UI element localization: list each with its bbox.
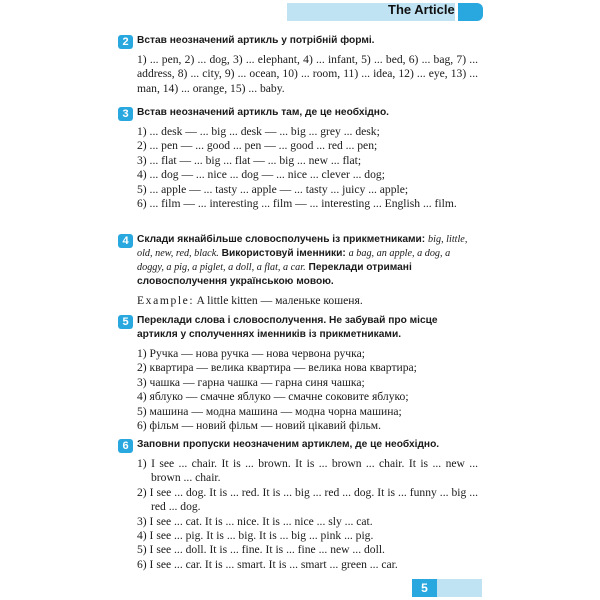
instruction-nouns: a bag, an apple, a dog, a doggy, a pig, a piglet, a doll, a flat, a car.: [137, 248, 451, 273]
list-item: 4) ... dog — ... nice ... dog — ... nice ... clever ... dog;: [137, 168, 385, 182]
exercise-body: [137, 125, 478, 211]
list-item: 2) ... pen — ... good ... pen — ... good ... red ... pen;: [137, 139, 378, 153]
exercise-number: 6: [118, 439, 133, 453]
list-item: 6) фільм — новий фільм — новий цікавий фільм.: [137, 419, 382, 433]
list-item: 3) чашка — гарна чашка — гарна синя чашка;: [137, 375, 365, 389]
page-title: The Article: [388, 2, 455, 17]
list-item: 5) ... apple — ... tasty ... apple — ... tasty ... juicy ... apple;: [137, 182, 409, 196]
exercise-number: 5: [118, 315, 133, 329]
exercise-instruction: Переклади слова і словосполучення. Не забувай про місце артикля у сполученнях іменників із прикметниками.: [137, 315, 438, 340]
list-item: 2) I see ... dog. It is ... red. It is ... big ... red ... dog. It is ... funny ... big ... red ... dog.: [137, 485, 478, 514]
exercise-body: [137, 457, 478, 572]
example-text: A little kitten — маленьке кошеня.: [196, 294, 363, 307]
list-item: 2) квартира — велика квартира — велика нова квартира;: [137, 361, 417, 375]
exercise-4: [118, 233, 478, 308]
exercise-instruction: Встав неозначений артикль там, де це необхідно.: [137, 107, 390, 118]
instruction-mid: Використовуй іменники:: [221, 248, 346, 259]
list-item: 3) ... flat — ... big ... flat — ... big ... new ... flat;: [137, 153, 362, 167]
exercise-instruction: Заповни пропуски неозначеним артиклем, де це необхідно.: [137, 439, 440, 450]
list-item: 4) яблуко — смачне яблуко — смачне соковите яблуко;: [137, 390, 409, 404]
list-item: 3) I see ... cat. It is ... nice. It is ... nice ... sly ... cat.: [137, 514, 373, 528]
exercise-2: [118, 34, 478, 96]
list-item: 4) I see ... pig. It is ... big. It is ... big ... pink ... pig.: [137, 529, 374, 543]
exercise-number: 4: [118, 234, 133, 248]
list-item: 1) Ручка — нова ручка — нова червона ручка;: [137, 347, 365, 360]
exercise-body: [137, 347, 478, 433]
exercise-5: [118, 314, 478, 433]
list-item: 6) ... film — ... interesting ... film — ... interesting ... English ... film.: [137, 197, 457, 211]
exercise-3: [118, 106, 478, 211]
instruction-tail: Переклади отримані словосполучення українською мовою.: [137, 262, 412, 287]
exercise-number: 3: [118, 107, 133, 121]
instruction-adjectives: big, little, old, new, red, black.: [137, 234, 468, 259]
exercise-number: 2: [118, 35, 133, 49]
exercise-6: [118, 438, 478, 572]
header-tab: [458, 3, 483, 21]
exercise-instruction: [137, 233, 478, 289]
list-item: 5) машина — модна машина — модна чорна машина;: [137, 404, 402, 418]
page-number: 5: [412, 579, 437, 597]
exercise-text: 1) ... pen, 2) ... dog, 3) ... elephant, 4) ... infant, 5) ... bed, 6) ... bag, 7) ... address, 8) ... city, 9) ... ocean, 10) ... room, 11) ... idea, 12) ... eye, 13) ... man, 14) ... orange, 15) ... baby.: [137, 53, 478, 95]
example-label: Example:: [137, 294, 195, 307]
exercise-instruction: Встав неозначений артикль у потрібній формі.: [137, 35, 375, 46]
list-item: 6) I see ... car. It is ... smart. It is ... smart ... green ... car.: [137, 557, 398, 571]
list-item: 1) ... desk — ... big ... desk — ... big ... grey ... desk;: [137, 125, 380, 138]
list-item: 1) I see ... chair. It is ... brown. It is ... brown ... chair. It is ... new ... brown ... chair.: [137, 457, 478, 485]
exercise-body: [137, 53, 478, 96]
example: [137, 294, 478, 308]
list-item: 5) I see ... doll. It is ... fine. It is ... fine ... new ... doll.: [137, 543, 385, 557]
instruction-lead: Склади якнайбільше словосполучень із прикметниками:: [137, 234, 426, 245]
